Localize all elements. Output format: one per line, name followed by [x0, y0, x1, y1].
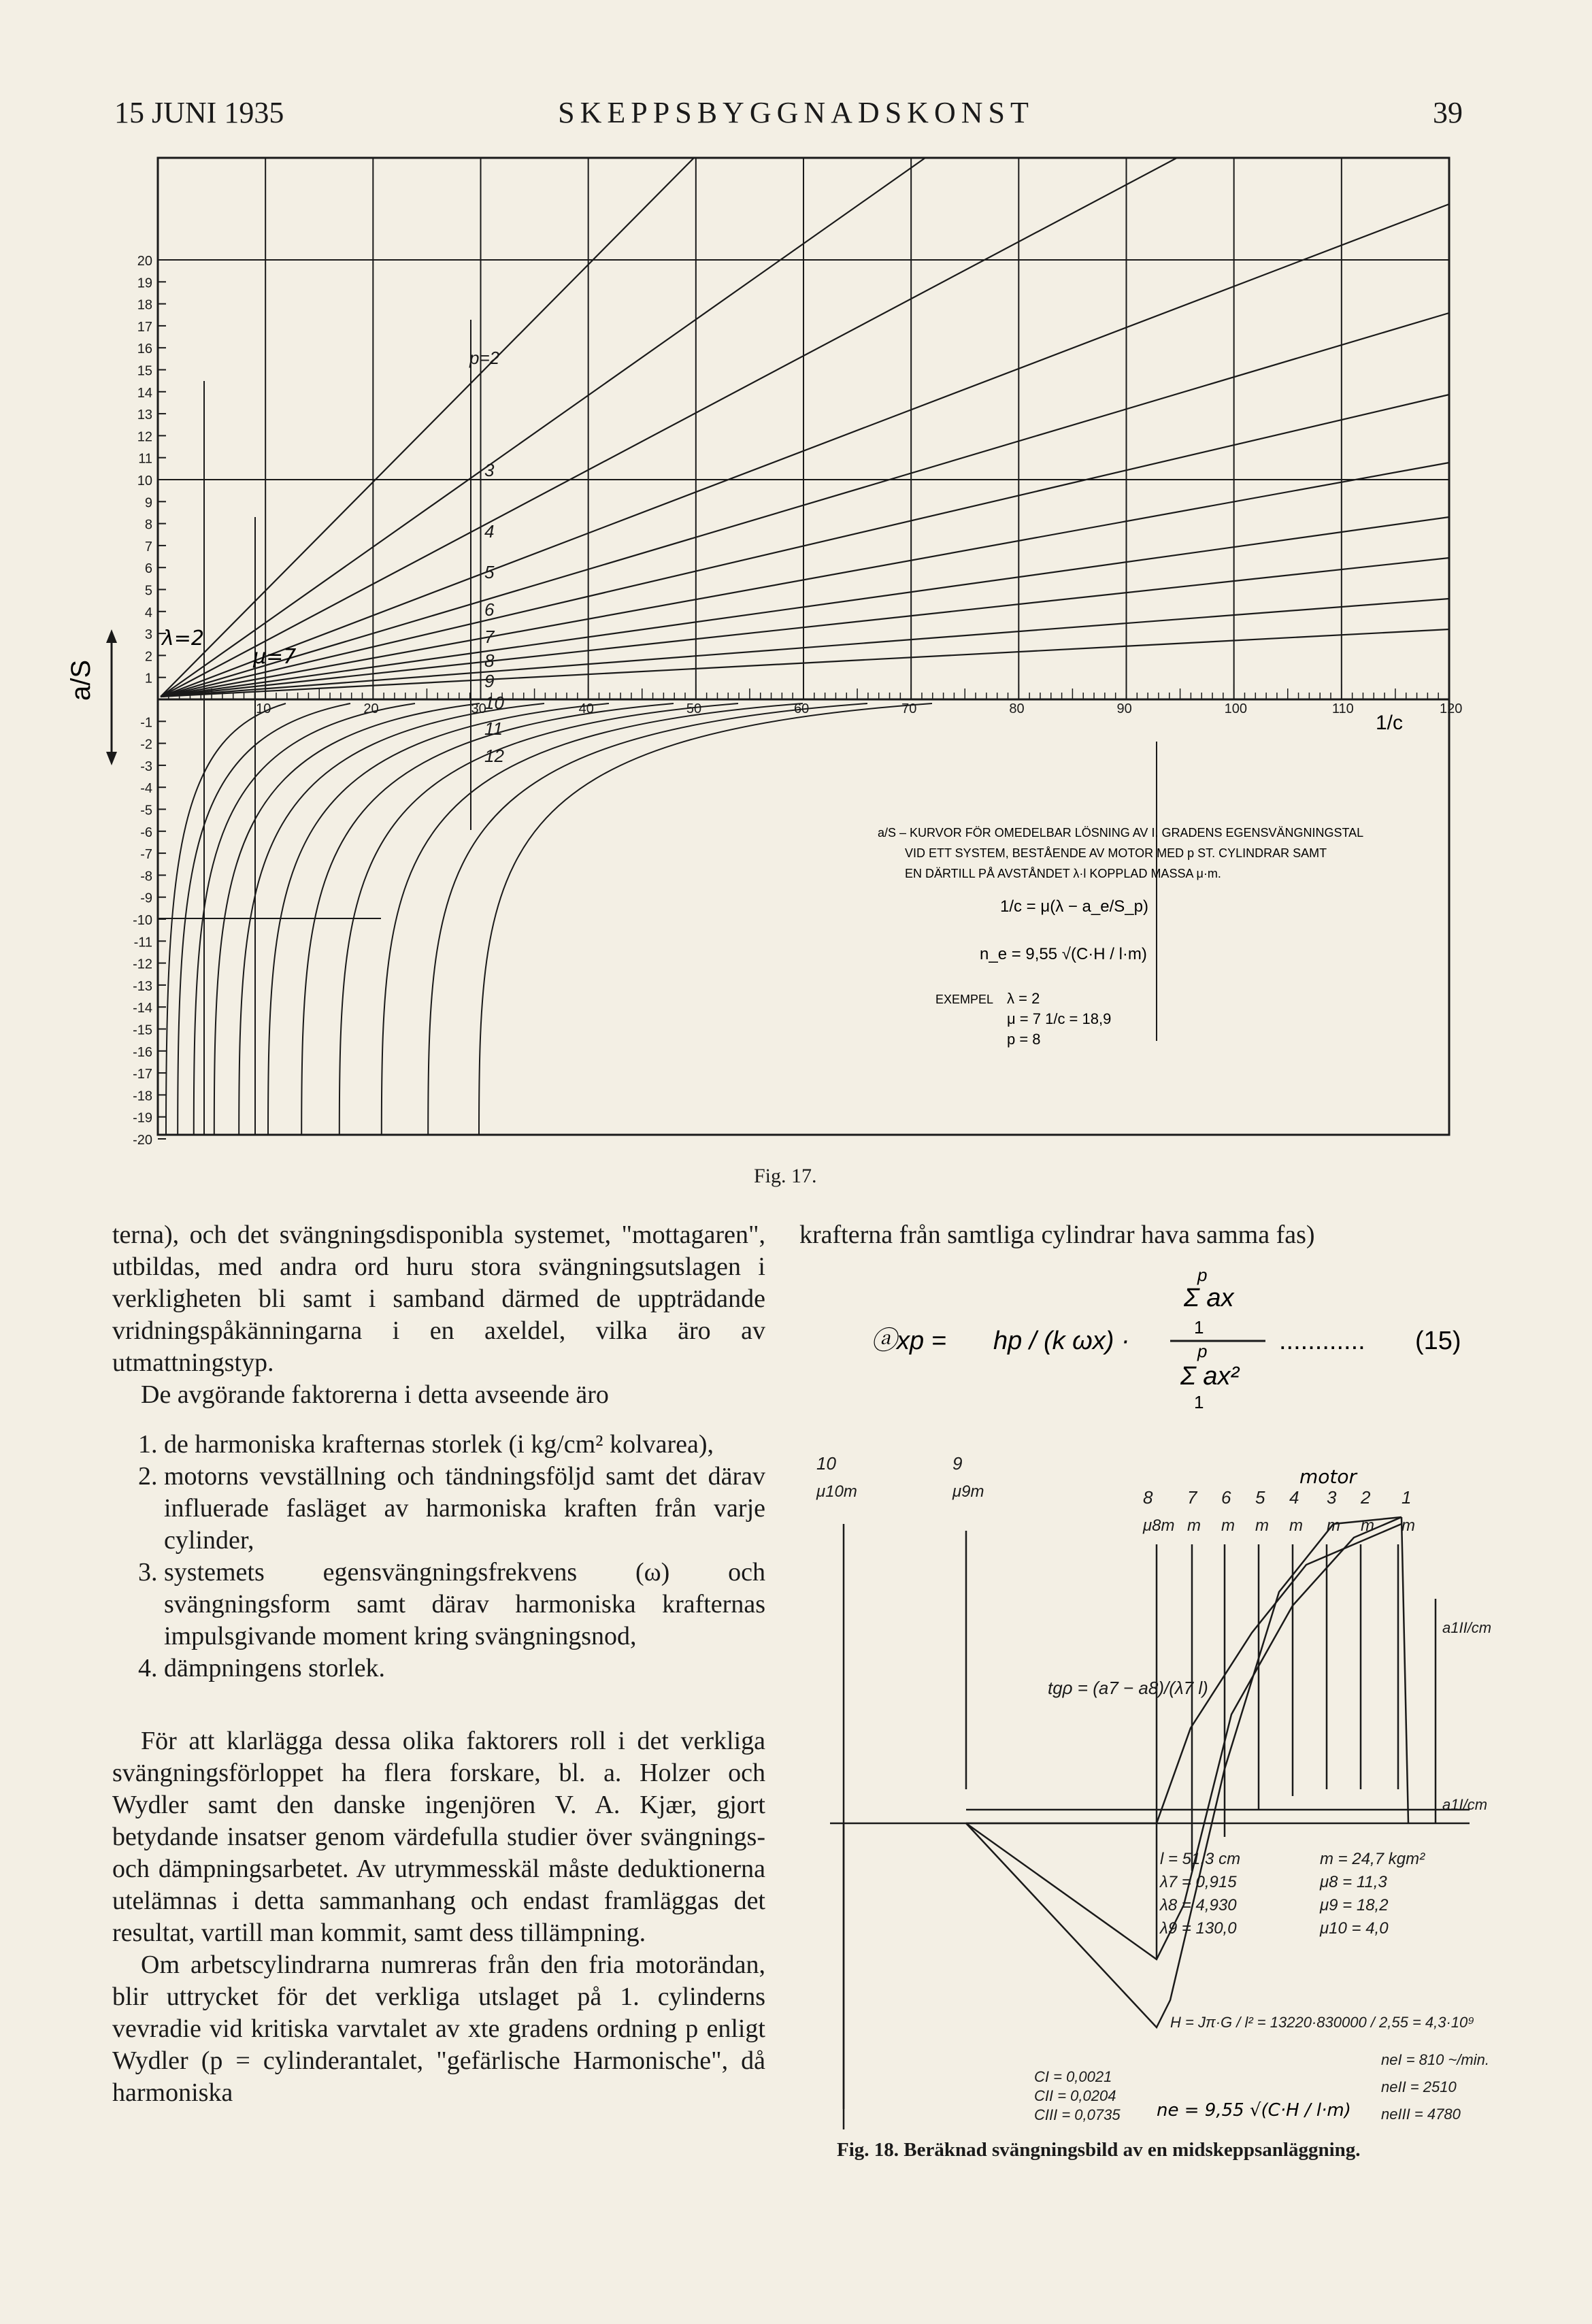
legend-line-3: EN DÄRTILL PÅ AVSTÅNDET λ·l KOPPLAD MASSA μ·m.: [905, 867, 1221, 880]
x-tick-label: 60: [794, 701, 810, 716]
y-tick-label: 19: [137, 276, 152, 291]
y-tick-label: 18: [137, 297, 152, 313]
y-tick-label: 13: [137, 408, 152, 423]
journal-title: SKEPPSBYGGNADSKONST: [558, 96, 1034, 129]
curve-label: 10: [484, 693, 504, 713]
y-tick-label: 1: [144, 671, 152, 686]
y-tick-label: -7: [140, 847, 152, 863]
y-arrow-head: [106, 629, 117, 643]
mass-label: m: [1187, 1516, 1201, 1535]
tg-formula: tgρ = (a7 − a8)/(λ7 l): [1048, 1678, 1208, 1698]
figure-17-labels: [133, 254, 1462, 1148]
line-p: [161, 158, 1177, 697]
curve-label: 12: [484, 746, 504, 766]
figure-17-grid: [106, 158, 1449, 1139]
H-formula: H = Jπ·G / l² = 13220·830000 / 2,55 = 4,3·10⁹: [1170, 2014, 1475, 2031]
svg-text:p: p: [1197, 1265, 1208, 1285]
x-tick-label: 20: [363, 701, 379, 716]
x-tick-label: 120: [1440, 701, 1463, 716]
left-column: [112, 1219, 765, 2109]
x-tick-label: 80: [1009, 701, 1025, 716]
param-left: λ9 = 130,0: [1160, 1919, 1237, 1938]
y-tick-label: 14: [137, 385, 152, 401]
list-item: 4. dämpningens storlek.: [164, 1653, 765, 1684]
example-title: EXEMPEL: [935, 993, 994, 1006]
line-p: [161, 158, 694, 697]
paragraph-lead: De avgörande faktorerna i detta avseende äro: [141, 1380, 609, 1409]
curve-lower: [382, 703, 803, 1135]
mass-label: m: [1289, 1516, 1303, 1535]
x-axis-label: 1/c: [1376, 712, 1404, 734]
header-date: 15 JUNI 1935: [114, 96, 284, 129]
mass-label: μ8m: [1143, 1516, 1175, 1535]
equation-15: [871, 1262, 1483, 1412]
mass-label: m: [1221, 1516, 1235, 1535]
y-tick-label: 6: [144, 561, 152, 577]
param-left: λ7 = 0,915: [1160, 1873, 1237, 1891]
x-tick-label: 10: [256, 701, 271, 716]
y-tick-label: -9: [140, 891, 152, 906]
y-tick-label: -15: [133, 1023, 152, 1038]
figure-18-oscillation-diagram: [789, 1429, 1497, 2136]
y-tick-label: 15: [137, 363, 152, 379]
y-tick-label: -13: [133, 978, 152, 994]
constant: CII = 0,0204: [1034, 2087, 1116, 2104]
legend-formula-2: n_e = 9,55 √(C·H / l·m): [980, 945, 1147, 963]
curve-label: p=2: [469, 348, 500, 368]
legend-line-1: a/S – KURVOR FÖR OMEDELBAR LÖSNING AV I. GRADENS EGENSVÄNGNINGSTAL: [878, 826, 1364, 840]
example-line-1: λ = 2: [1007, 990, 1040, 1007]
mass-label: μ10m: [816, 1482, 857, 1501]
param-left: λ8 = 4,930: [1160, 1896, 1237, 1914]
mass-label: μ9m: [952, 1482, 984, 1501]
line-p: [161, 204, 1449, 697]
svg-text:1: 1: [1194, 1317, 1204, 1338]
curve-lower: [479, 703, 932, 1135]
column-head: 6: [1221, 1487, 1231, 1508]
column-head: 7: [1187, 1487, 1197, 1508]
right-label: a1II/cm: [1442, 1619, 1492, 1636]
svg-text:p: p: [1197, 1341, 1208, 1361]
y-tick-label: -6: [140, 825, 152, 840]
right-column-intro: krafterna från samtliga cylindrar hava samma fas): [799, 1221, 1315, 1249]
figure-17-legend: [878, 826, 1363, 1048]
mass-label: m: [1402, 1516, 1415, 1535]
curve-label: 9: [484, 671, 495, 691]
y-arrow-head: [106, 752, 117, 765]
column-head: 9: [952, 1453, 963, 1474]
n-value: neI = 810 ~/min.: [1381, 2051, 1489, 2068]
y-tick-label: 10: [137, 474, 152, 488]
y-tick-label: -11: [133, 935, 152, 950]
figure-17-caption: Fig. 17.: [754, 1165, 817, 1187]
n-value: neII = 2510: [1381, 2078, 1457, 2095]
y-tick-label: -10: [133, 913, 152, 928]
curve-label: 3: [484, 460, 495, 480]
svg-text:Σ ax²: Σ ax²: [1180, 1362, 1240, 1391]
mass-label: m: [1327, 1516, 1340, 1535]
y-tick-label: 16: [137, 342, 152, 357]
curve-label: 11: [484, 718, 503, 739]
y-axis-label: a/S: [66, 659, 96, 701]
x-tick-label: 30: [471, 701, 486, 716]
param-left: l = 51,3 cm: [1160, 1850, 1241, 1868]
y-tick-label: 2: [144, 649, 152, 665]
y-tick-label: -5: [140, 803, 152, 818]
x-tick-label: 100: [1224, 701, 1248, 716]
legend-line-2: VID ETT SYSTEM, BESTÅENDE AV MOTOR MED p ST. CYLINDRAR SAMT: [905, 846, 1327, 860]
list-item: 3. systemets egensvängningsfrekvens (ω) och svängningsform samt därav harmoniska krafternas impulsgivande moment kring svängningsnod,: [164, 1557, 765, 1653]
line-p: [161, 463, 1449, 697]
mode-curve-II: [966, 1524, 1402, 1823]
lambda-label: λ=2: [162, 627, 204, 650]
page-number: 39: [1433, 96, 1463, 129]
constant: CIII = 0,0735: [1034, 2106, 1121, 2123]
y-tick-label: 20: [137, 254, 152, 269]
column-head: 8: [1143, 1487, 1153, 1508]
y-tick-label: 8: [144, 517, 152, 533]
column-head: 2: [1361, 1487, 1371, 1508]
list-item: 2. motorns vevställning och tändningsföljd samt det därav influerade fasläget av harmoniska kraften från varje cylinder,: [164, 1461, 765, 1557]
y-tick-label: 9: [144, 495, 152, 511]
y-tick-label: -16: [133, 1044, 152, 1060]
figure-17-curves: [161, 158, 1449, 1135]
column-head: 4: [1289, 1487, 1299, 1508]
x-tick-label: 90: [1116, 701, 1132, 716]
column-head: 3: [1327, 1487, 1337, 1508]
y-tick-label: -4: [140, 781, 152, 797]
column-head: 5: [1255, 1487, 1265, 1508]
line-p: [161, 395, 1449, 697]
constant: CI = 0,0021: [1034, 2068, 1112, 2085]
column-head: 1: [1402, 1487, 1412, 1508]
svg-text:hp / (k ωx) ·: hp / (k ωx) ·: [993, 1327, 1130, 1355]
x-tick-label: 50: [686, 701, 702, 716]
y-tick-label: -2: [140, 737, 152, 752]
y-tick-label: -14: [133, 1001, 152, 1016]
y-tick-label: 3: [144, 627, 152, 643]
y-tick-label: -3: [140, 759, 152, 774]
y-tick-label: 4: [144, 605, 152, 620]
example-line-3: p = 8: [1007, 1031, 1041, 1048]
legend-formula-1: 1/c = μ(λ − a_e/S_p): [1000, 897, 1148, 916]
y-tick-label: 11: [138, 451, 152, 467]
y-tick-label: 17: [137, 319, 152, 335]
y-tick-label: -20: [133, 1133, 152, 1148]
mass-label: m: [1361, 1516, 1374, 1535]
line-p: [161, 558, 1449, 697]
svg-text:ⓐxp =: ⓐxp =: [871, 1327, 946, 1355]
y-tick-label: 7: [144, 539, 152, 554]
param-right: m = 24,7 kgm²: [1320, 1850, 1425, 1868]
y-tick-label: -17: [133, 1067, 152, 1082]
example-line-2: μ = 7 1/c = 18,9: [1007, 1010, 1112, 1027]
n-value: neIII = 4780: [1381, 2106, 1461, 2123]
curve-label: 7: [484, 627, 495, 647]
param-right: μ10 = 4,0: [1320, 1919, 1389, 1938]
line-p: [161, 599, 1449, 697]
y-tick-label: -19: [133, 1110, 152, 1126]
paragraph-intro: terna), och det svängningsdisponibla systemet, "mottagaren", utbildas, med andra ord huru stora svängningsutslagen i verkligheten bli samt i samband därmed de uppträdande vridningspåkänningarna i en axeldel, vilka äro av utmattningstyp.: [112, 1221, 765, 1377]
curve-label: 8: [484, 650, 495, 671]
mu-label: μ=7: [253, 645, 297, 669]
figure-18-caption: Fig. 18. Beräknad svängningsbild av en midskeppsanläggning.: [837, 2139, 1361, 2161]
line-p: [161, 517, 1449, 697]
mode-curve-III: [966, 1517, 1402, 2027]
x-tick-label: 70: [901, 701, 917, 716]
x-tick-label: 40: [578, 701, 594, 716]
svg-text:............: ............: [1279, 1327, 1365, 1355]
svg-text:(15): (15): [1415, 1327, 1461, 1355]
ne-formula: ne = 9,55 √(C·H / l·m): [1157, 2100, 1351, 2121]
y-tick-label: -18: [133, 1089, 152, 1104]
curve-label: 6: [484, 599, 495, 620]
svg-text:Σ ax: Σ ax: [1184, 1284, 1234, 1312]
list-item: 1. de harmoniska krafternas storlek (i kg/cm² kolvarea),: [164, 1429, 765, 1461]
curve-label: 5: [484, 562, 495, 582]
paragraph-researchers: För att klarlägga dessa olika faktorers roll i det verkliga svängningsförloppet ha flera forskare, bl. a. Holzer och Wydler samt den danske ingenjören V. A. Kjær, gjort betydande insatser genom värdefulla studier över svängnings- och dämpningsarbetet. Av utrymmesskäl måste deduktionerna utelämnas i detta sammanhang och endast framläggas det resultat, vartill man kommit, samt dess tillämpning.: [112, 1727, 765, 1947]
y-tick-label: -1: [140, 715, 152, 731]
end-line: [1402, 1517, 1408, 1823]
curve-label: 4: [484, 521, 495, 542]
y-tick-label: 12: [137, 429, 152, 445]
param-right: μ8 = 11,3: [1320, 1873, 1387, 1891]
paragraph-wydler: Om arbetscylindrarna numreras från den fria motorändan, blir uttrycket för det verkliga utslaget på 1. cylinderns vevradie vid kritiska varvtalet av xte gradens ordning p enligt Wydler (p = cylinderantalet, "gefärlische Harmonische", då harmoniska: [112, 1950, 765, 2107]
y-tick-label: -8: [140, 869, 152, 884]
factor-list: [112, 1429, 765, 1684]
y-tick-label: 5: [144, 583, 152, 599]
y-tick-label: -12: [133, 957, 152, 972]
column-head: 10: [816, 1453, 836, 1474]
mass-label: m: [1255, 1516, 1269, 1535]
svg-text:1: 1: [1194, 1392, 1204, 1412]
line-p: [161, 158, 925, 697]
param-right: μ9 = 18,2: [1320, 1896, 1389, 1914]
curve-lower: [339, 703, 738, 1135]
right-label: a1I/cm: [1442, 1796, 1488, 1813]
motor-label: motor: [1299, 1465, 1357, 1488]
x-tick-label: 110: [1331, 701, 1354, 716]
